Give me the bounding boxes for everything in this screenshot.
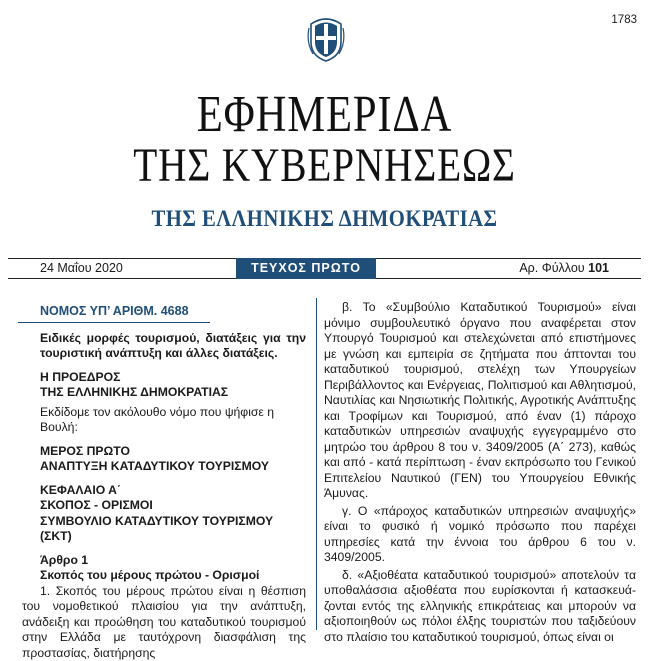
right-column <box>324 300 636 645</box>
masthead-republic: ΤΗΣ ΕΛΛΗΝΙΚΗΣ ΔΗΜΟΚΡΑΤΙΑΣ <box>32 206 616 232</box>
issue-date: 24 Μαΐου 2020 <box>40 261 123 275</box>
article-heading: Άρθρο 1 <box>40 553 306 569</box>
paragraph-d: δ. «Αξιοθέατα καταδυτικού τουρισμού» αποτελούν τα υποθαλάσσια αξιοθέατα που ευρίσκονται ή κατασκευάζονται εντός της ελληνικής επικράτειας και μπορούν να αξιοποιηθούν ως πόλοι έλξης τουριστών που ταξιδεύουν στο πλαίσιο του καταδυτικού τουρισμού, όπως είναι οι <box>324 568 636 646</box>
masthead-title: ΕΦΗΜΕΡΙΔΑ <box>58 88 590 142</box>
page-number: 1783 <box>611 14 637 26</box>
masthead-subtitle: ΤΗΣ ΚΥΒΕΡΝΗΣΕΩΣ <box>58 140 590 192</box>
chapter-subtitle: ΣΥΜΒΟΥΛΙΟ ΚΑΤΑΔΥΤΙΚΟΥ ΤΟΥΡΙΣΜΟΥ (ΣΚΤ) <box>40 514 306 545</box>
president-line-1: Η ΠΡΟΕΔΡΟΣ <box>40 370 306 386</box>
issue-badge: ΤΕΥΧΟΣ ΠΡΩΤΟ <box>236 258 376 279</box>
chapter-heading: ΚΕΦΑΛΑΙΟ Α΄ <box>40 483 306 499</box>
sheet-value: 101 <box>588 261 609 275</box>
chapter-title: ΣΚΟΠΟΣ - ΟΡΙΣΜΟΙ <box>40 498 306 514</box>
paragraph-c: γ. Ο «πάροχος καταδυτικών υπηρεσιών αναψυχής» είναι το φυσικό ή νομικό πρόσωπο που παρέχει υπηρεσίες κατά την έννοια του άρθρου 6 του ν. 3409/2005. <box>324 504 636 566</box>
promulgation-text: Εκδίδομε τον ακόλουθο νόμο που ψήφισε η Βουλή: <box>18 405 306 436</box>
article-paragraph-1: 1. Σκοπός του μέρους πρώτου είναι η θέσπιση του νομοθετικού πλαισίου για την ανάπτυξη, ανάδειξη και προώθηση του καταδυτικού τουρισμού στην Ελλάδα με ταυτόχρονη διασφάλιση της προστασίας, διατήρησης <box>18 584 306 661</box>
left-column <box>18 300 306 661</box>
sheet-label: Αρ. Φύλλου <box>519 261 584 275</box>
part-heading: ΜΕΡΟΣ ΠΡΩΤΟ <box>40 444 306 460</box>
column-divider <box>316 298 317 630</box>
president-line-2: ΤΗΣ ΕΛΛΗΝΙΚΗΣ ΔΗΜΟΚΡΑΤΙΑΣ <box>40 385 306 401</box>
law-subtitle: Ειδικές μορφές τουρισμού, διατάξεις για την τουριστική ανάπτυξη και άλλες διατάξεις. <box>18 331 306 362</box>
sheet-number <box>519 261 609 275</box>
part-title: ΑΝΑΠΤΥΞΗ ΚΑΤΑΔΥΤΙΚΟΥ ΤΟΥΡΙΣΜΟΥ <box>40 459 306 475</box>
paragraph-b: β. Το «Συμβούλιο Καταδυτικού Τουρισμού» είναι μόνιμο συμβουλευτικό όργανο που αναφέρεται στον Υπουργό Τουρισμού και στελεχώνεται από επιστήμονες με γνώση και εμπειρία σε ζητήματα που άπτονται του καταδυτικού τουρισμού, στελέχη των Υπουργείων Περιβάλλοντος και Ενέργειας, Πολιτισμού και Αθλητισμού, Ναυτιλίας και Νησιωτικής Πολιτικής, Αγροτικής Ανάπτυξης και Τροφίμων και Τουρισμού, από έναν (1) πάροχο καταδυτικών υπηρεσιών αναψυχής εγγεγραμμένο στο μητρώο του άρθρου 8 του ν. 3409/2005 (Α΄ 273), καθώς και από - κατά περίπτωση - έναν εκπρόσωπο του Γενικού Επιτελείου Ναυτικού (ΓΕΝ) του Υπουργείου Εθνικής Άμυνας. <box>324 300 636 502</box>
law-title: ΝΟΜΟΣ ΥΠ’ ΑΡΙΘΜ. 4688 <box>18 304 210 323</box>
coat-of-arms-icon <box>307 16 345 62</box>
article-title: Σκοπός του μέρους πρώτου - Ορισμοί <box>40 568 306 584</box>
